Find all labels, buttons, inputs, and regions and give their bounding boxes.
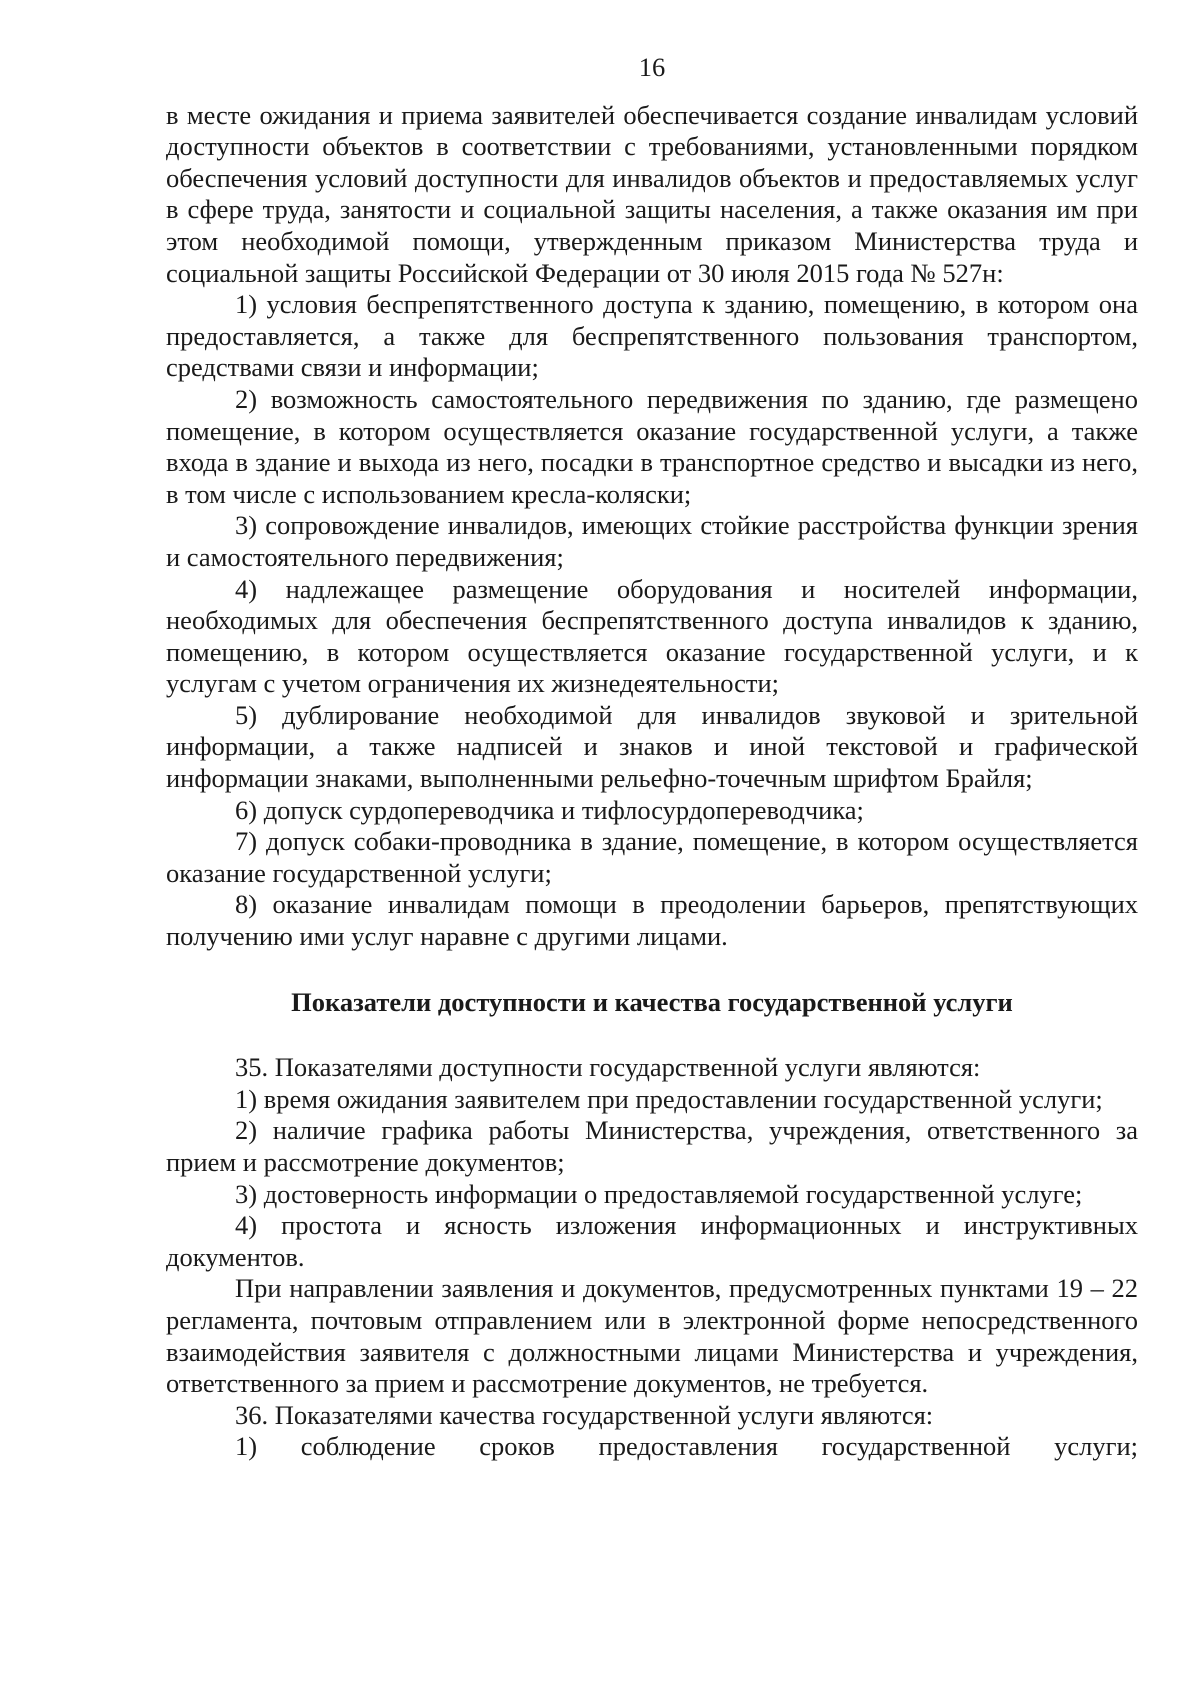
list-item-35-1: 1) время ожидания заявителем при предоставлении государственной услуги; — [235, 1083, 1103, 1114]
list-item-6: 6) допуск сурдопереводчика и тифлосурдопереводчика; — [235, 794, 864, 825]
list-item-5: 5) дублирование необходимой для инвалидов звуковой и зрительной информации, а также надписей и знаков и иной текстовой и графической информации знаками, выполненными рельефно-точечным шрифтом Брайля; — [166, 699, 1138, 794]
list-item-7: 7) допуск собаки-проводника в здание, помещение, в котором осуществляется оказание государственной услуги; — [166, 826, 1138, 888]
list-item-4: 4) надлежащее размещение оборудования и носителей информации, необходимых для обеспечения беспрепятственного доступа инвалидов к зданию, помещению, в котором осуществляется оказание государственной услуги, и к услугам с учетом ограничения их жизнедеятельности; — [166, 573, 1138, 699]
paragraph-35: 35. Показателями доступности государственной услуги являются: — [235, 1052, 981, 1083]
list-item-35-4: 4) простота и ясность изложения информационных и инструктивных документов. — [166, 1210, 1138, 1272]
list-item-1: 1) условия беспрепятственного доступа к зданию, помещению, в котором она предоставляется, а также для беспрепятственного пользования транспортом, средствами связи и информации; — [166, 289, 1138, 383]
list-item-36-1: 1) соблюдение сроков предоставления государственной услуги; — [235, 1431, 1138, 1462]
list-item-8: 8) оказание инвалидам помощи в преодолении барьеров, препятствующих получению ими услуг наравне с другими лицами. — [166, 889, 1138, 952]
list-item-35-3: 3) достоверность информации о предоставляемой государственной услуге; — [235, 1178, 1083, 1209]
paragraph-submission: При направлении заявления и документов, предусмотренных пунктами 19 – 22 регламента, почтовым отправлением или в электронной форме непосредственного взаимодействия заявителя с должностными лицами Министерства и учреждения, ответственного за прием и рассмотрение документов, не требуется. — [166, 1273, 1138, 1399]
paragraph-36: 36. Показателями качества государственной услуги являются: — [235, 1399, 934, 1430]
page-number: 16 — [638, 52, 666, 82]
list-item-2: 2) возможность самостоятельного передвижения по зданию, где размещено помещение, в котором осуществляется оказание государственной услуги, а также входа в здание и выхода из него, посадки в транспортное средство и высадки из него, в том числе с использованием кресла-коляски; — [166, 383, 1138, 509]
section-heading: Показатели доступности и качества государственной услуги — [291, 986, 1013, 1017]
list-item-3: 3) сопровождение инвалидов, имеющих стойкие расстройства функции зрения и самостоятельного передвижения; — [166, 510, 1138, 572]
list-item-35-2: 2) наличие графика работы Министерства, учреждения, ответственного за прием и рассмотрение документов; — [166, 1115, 1138, 1177]
paragraph-intro: в месте ожидания и приема заявителей обеспечивается создание инвалидам условий доступности объектов в соответствии с требованиями, установленными порядком обеспечения условий доступности для инвалидов объектов и предоставляемых услуг в сфере труда, занятости и социальной защиты населения, а также оказания им при этом необходимой помощи, утвержденным приказом Министерства труда и социальной защиты Российской Федерации от 30 июля 2015 года № 527н: — [166, 99, 1138, 288]
